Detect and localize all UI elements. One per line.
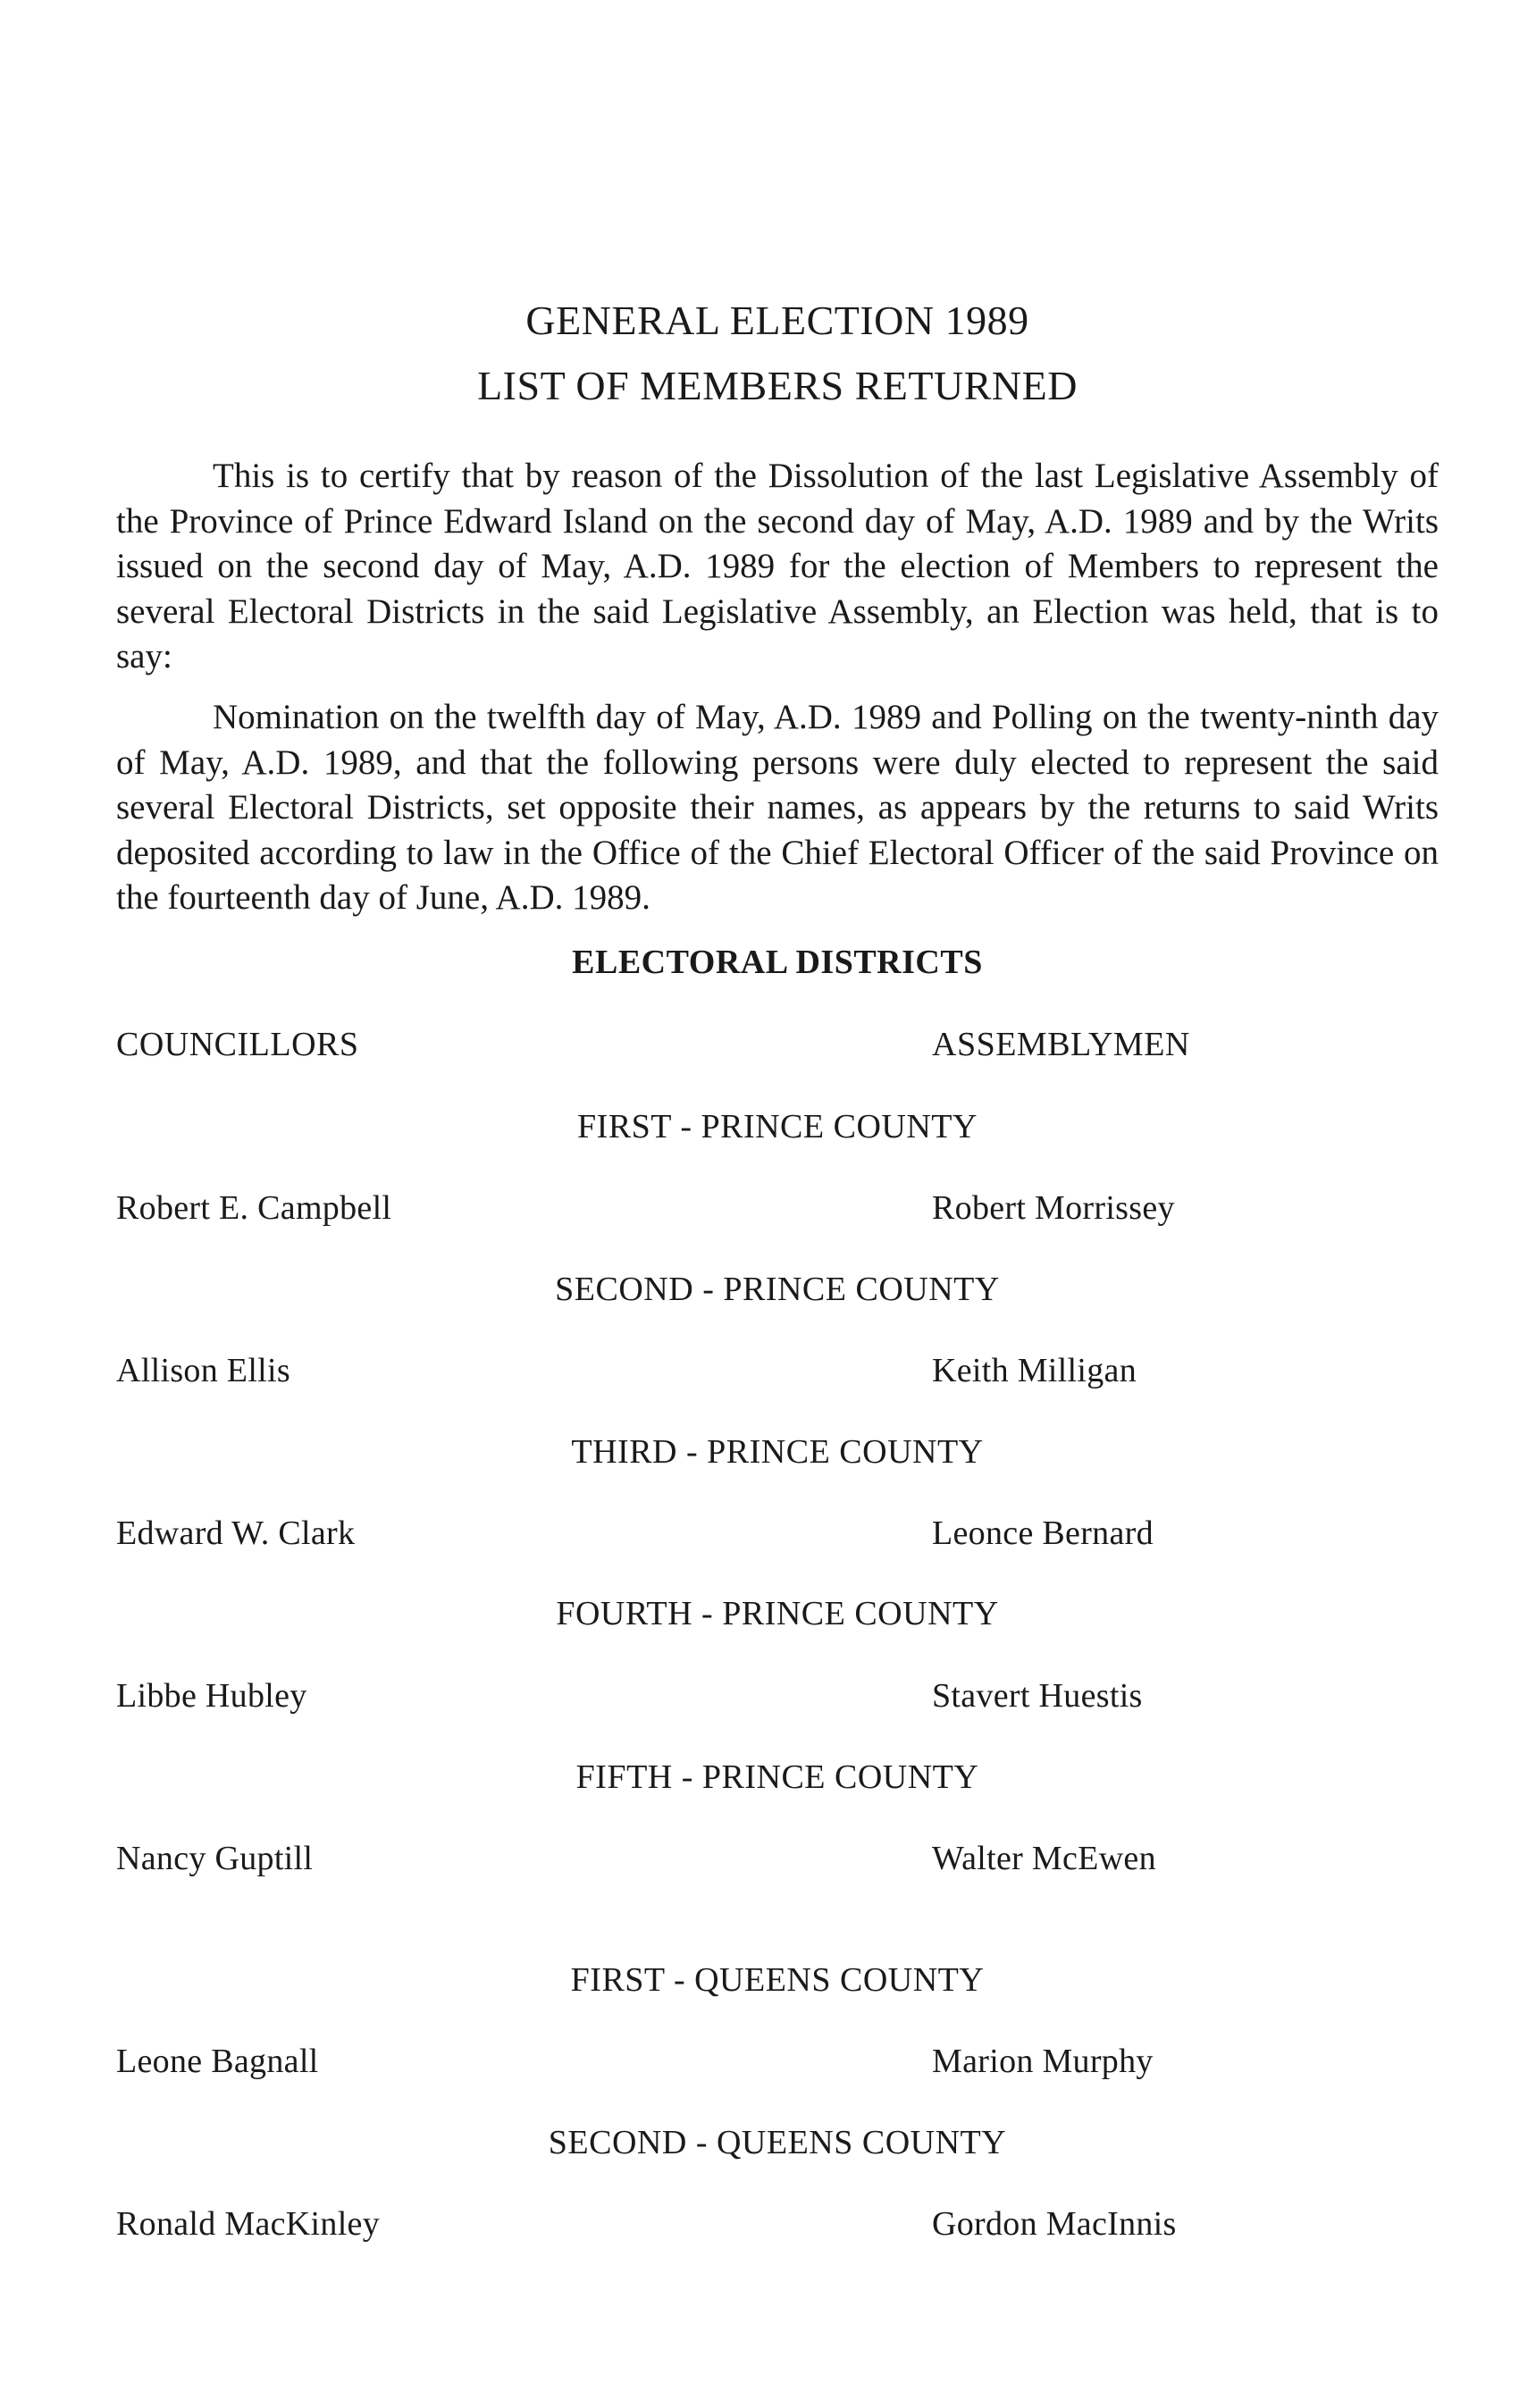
councillors-column-header: COUNCILLORS [116, 1026, 359, 1063]
document-subtitle: LIST OF MEMBERS RETURNED [477, 363, 1078, 408]
district-title: THIRD - PRINCE COUNTY [571, 1433, 984, 1471]
councillor-name: Libbe Hubley [116, 1677, 307, 1715]
district-title: FIRST - QUEENS COUNTY [570, 1961, 985, 1999]
councillor-name: Nancy Guptill [116, 1840, 314, 1877]
document-title: GENERAL ELECTION 1989 [525, 298, 1029, 343]
councillor-name: Edward W. Clark [116, 1514, 356, 1552]
assemblyman-name: Marion Murphy [932, 2043, 1154, 2080]
assemblyman-name: Keith Milligan [932, 1352, 1137, 1389]
assemblyman-name: Stavert Huestis [932, 1677, 1143, 1715]
district-title: SECOND - QUEENS COUNTY [548, 2124, 1007, 2161]
assemblyman-name: Gordon MacInnis [932, 2205, 1177, 2243]
district-title: FIRST - PRINCE COUNTY [577, 1108, 978, 1145]
councillor-name: Leone Bagnall [116, 2043, 319, 2080]
district-title: FOURTH - PRINCE COUNTY [556, 1595, 999, 1632]
certification-paragraph: This is to certify that by reason of the Dissolution of the last Legislative Assembly of the Province of Prince Edward Island on the second day of May, A.D. 1989 and by the Writs issued on the second day of May, A.D. 1989 for the election of Members to represent the several Electoral Districts in the said Legislative Assembly, an Election was held, that is to say: [116, 457, 1439, 675]
councillor-name: Allison Ellis [116, 1352, 290, 1389]
nomination-paragraph: Nomination on the twelfth day of May, A.D. 1989 and Polling on the twenty-ninth day of May, A.D. 1989, and that the following persons were duly elected to represent the said several Electoral Districts, set opposite their names, as appears by the returns to said Writs deposited according to law in the Office of the Chief Electoral Officer of the said Province on the fourteenth day of June, A.D. 1989. [116, 698, 1439, 917]
electoral-districts-heading: ELECTORAL DISTRICTS [572, 944, 983, 981]
assemblyman-name: Walter McEwen [932, 1840, 1156, 1877]
assemblymen-column-header: ASSEMBLYMEN [932, 1026, 1190, 1063]
assemblyman-name: Leonce Bernard [932, 1514, 1154, 1552]
district-title: SECOND - PRINCE COUNTY [555, 1271, 1000, 1308]
councillor-name: Ronald MacKinley [116, 2205, 381, 2243]
assemblyman-name: Robert Morrissey [932, 1189, 1175, 1227]
district-title: FIFTH - PRINCE COUNTY [575, 1758, 979, 1796]
councillor-name: Robert E. Campbell [116, 1189, 392, 1227]
